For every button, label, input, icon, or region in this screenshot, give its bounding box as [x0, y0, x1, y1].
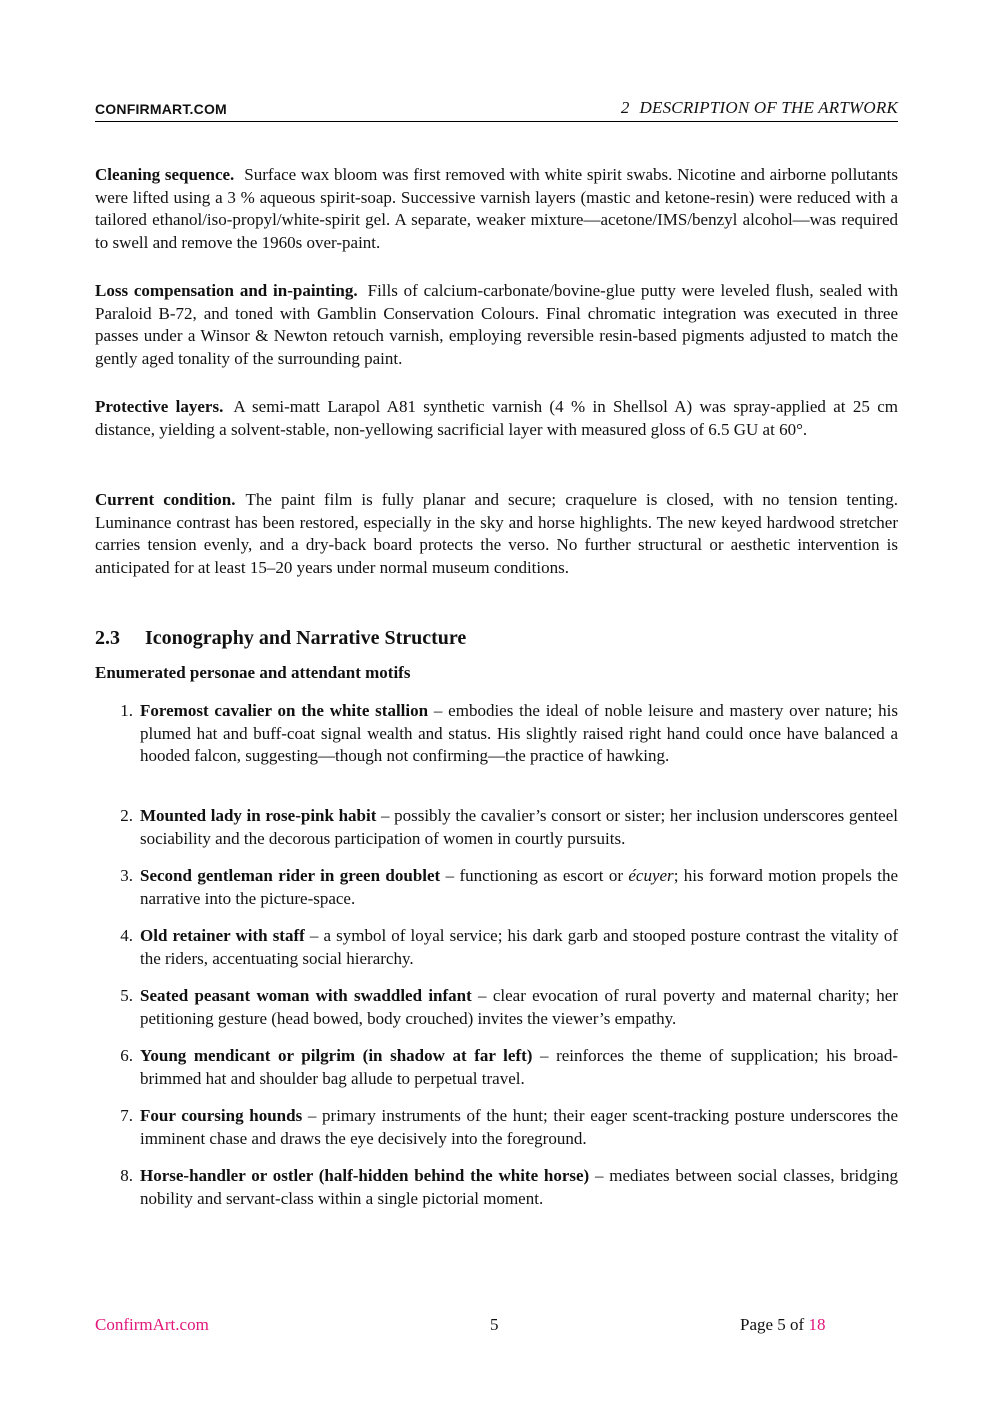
list-item-text: – functioning as escort or: [440, 866, 629, 885]
list-item-body: [140, 865, 898, 910]
paragraph-title: Loss compensation and in-painting.: [95, 281, 358, 300]
list-item-number: 3.: [120, 866, 133, 885]
list-item-term: Young mendicant or pilgrim (in shadow at far left): [140, 1046, 533, 1065]
list-item-body: [140, 1045, 898, 1090]
paragraph-text: Fills of calcium-carbonate/bovine-glue putty were leveled flush, sealed with Paraloid B-72, and toned with Gamblin Conservation Colours. Final chromatic integration was executed in three passes under a Winsor & Newton retouch varnish, employing reversible resin-based pigments adjusted to match the gently aged tonality of the surrounding paint.: [95, 281, 898, 369]
list-item-number: 2.: [120, 806, 133, 825]
list-item-body: [140, 700, 898, 768]
paragraph-text: Surface wax bloom was first removed with white spirit swabs. Nicotine and airborne pollutants were lifted using a 3 % aqueous spirit-soap. Successive varnish layers (mastic and ketone-resin) were reduced with a tailored ethanol/iso-propyl/white-spirit gel. A separate, weaker mixture—acetone/IMS/benzyl alcohol—was required to swell and remove the 1960s over-paint.: [95, 165, 898, 253]
page-label: Page 5 of: [740, 1315, 809, 1334]
paragraph-title: Cleaning sequence.: [95, 165, 235, 184]
list-item-body: [140, 1105, 898, 1150]
list-item-term: Mounted lady in rose-pink habit: [140, 806, 377, 825]
subsection-title: Iconography and Narrative Structure: [145, 627, 467, 649]
paragraph-text: A semi-matt Larapol A81 synthetic varnish (4 % in Shellsol A) was spray-applied at 25 cm distance, yielding a solvent-stable, non-yellowing sacrificial layer with measured gloss of 6.5 GU at 60°.: [95, 397, 898, 439]
list-item-number: 5.: [120, 986, 133, 1005]
paragraph-text: The paint film is fully planar and secure; craquelure is closed, with no tension tenting. Luminance contrast has been restored, especially in the sky and horse highlights. The new keyed hardwood stretcher carries tension evenly, and a dry-back board protects the verso. No further structural or aesthetic intervention is anticipated for at least 15–20 years under normal museum conditions.: [95, 490, 898, 578]
list-item-term: Foremost cavalier on the white stallion: [140, 701, 429, 720]
footer-page-number: 5: [490, 1315, 499, 1334]
list-item-text: – reinforces the theme of supplication; his broad-brimmed hat and shoulder bag allude to perpetual travel.: [140, 1046, 898, 1088]
list-item-term: Old retainer with staff: [140, 926, 305, 945]
footer-link[interactable]: ConfirmArt.com: [95, 1315, 209, 1334]
list-item-text: – mediates between social classes, bridging nobility and servant-class within a single pictorial moment.: [140, 1166, 898, 1208]
paragraph-title: Current condition.: [95, 490, 236, 509]
subsection-heading: [95, 627, 466, 650]
running-head-title: DESCRIPTION OF THE ARTWORK: [639, 98, 898, 117]
list-item-number: 4.: [120, 926, 133, 945]
list-item-body: [140, 925, 898, 970]
list-item-number: 7.: [120, 1106, 133, 1125]
subsection-number: 2.3: [95, 627, 120, 649]
list-item-body: [140, 1165, 898, 1210]
list-item-term: Horse-handler or ostler (half-hidden behind the white horse): [140, 1166, 590, 1185]
paragraph-protective-layers: [95, 396, 898, 441]
paragraph-current-condition: [95, 489, 898, 580]
confirmart-logo[interactable]: CONFIRMART.COM: [95, 101, 227, 117]
list-item-text: – clear evocation of rural poverty and maternal charity; her petitioning gesture (head bowed, body crouched) invites the viewer’s empathy.: [140, 986, 898, 1028]
list-heading: Enumerated personae and attendant motifs: [95, 663, 411, 682]
list-item-number: 1.: [120, 701, 133, 720]
list-item-text: – embodies the ideal of noble leisure and mastery over nature; his plumed hat and buff-coat signal wealth and status. His slightly raised right hand could once have balanced a hooded falcon, suggesting—though not confirming—the practice of hawking.: [140, 701, 899, 766]
page-header: [95, 97, 898, 122]
list-item-number: 8.: [120, 1166, 133, 1185]
paragraph-loss-compensation: [95, 280, 898, 371]
paragraph-title: Protective layers.: [95, 397, 224, 416]
list-item-term: Four coursing hounds: [140, 1106, 303, 1125]
list-item-italic: écuyer: [628, 866, 674, 885]
list-item-text: – a symbol of loyal service; his dark garb and stooped posture contrast the vitality of the riders, accentuating social hierarchy.: [140, 926, 898, 968]
list-item-body: [140, 985, 898, 1030]
list-item-text-after: ; his forward motion propels the narrative into the picture-space.: [140, 866, 898, 908]
running-head-section-number: 2: [620, 98, 630, 117]
footer-page-count: [740, 1315, 825, 1335]
list-item-term: Second gentleman rider in green doublet: [140, 866, 441, 885]
list-item-body: [140, 805, 898, 850]
page-total-link[interactable]: 18: [808, 1315, 826, 1334]
list-item-text: – possibly the cavalier’s consort or sister; her inclusion underscores genteel sociability and the decorous participation of women in courtly pursuits.: [140, 806, 898, 848]
paragraph-cleaning: [95, 164, 898, 255]
list-item-term: Seated peasant woman with swaddled infant: [140, 986, 472, 1005]
list-item-number: 6.: [120, 1046, 133, 1065]
running-head: [621, 98, 898, 118]
list-item-text: – primary instruments of the hunt; their eager scent-tracking posture underscores the imminent chase and draws the eye decisively into the foreground.: [140, 1106, 899, 1148]
